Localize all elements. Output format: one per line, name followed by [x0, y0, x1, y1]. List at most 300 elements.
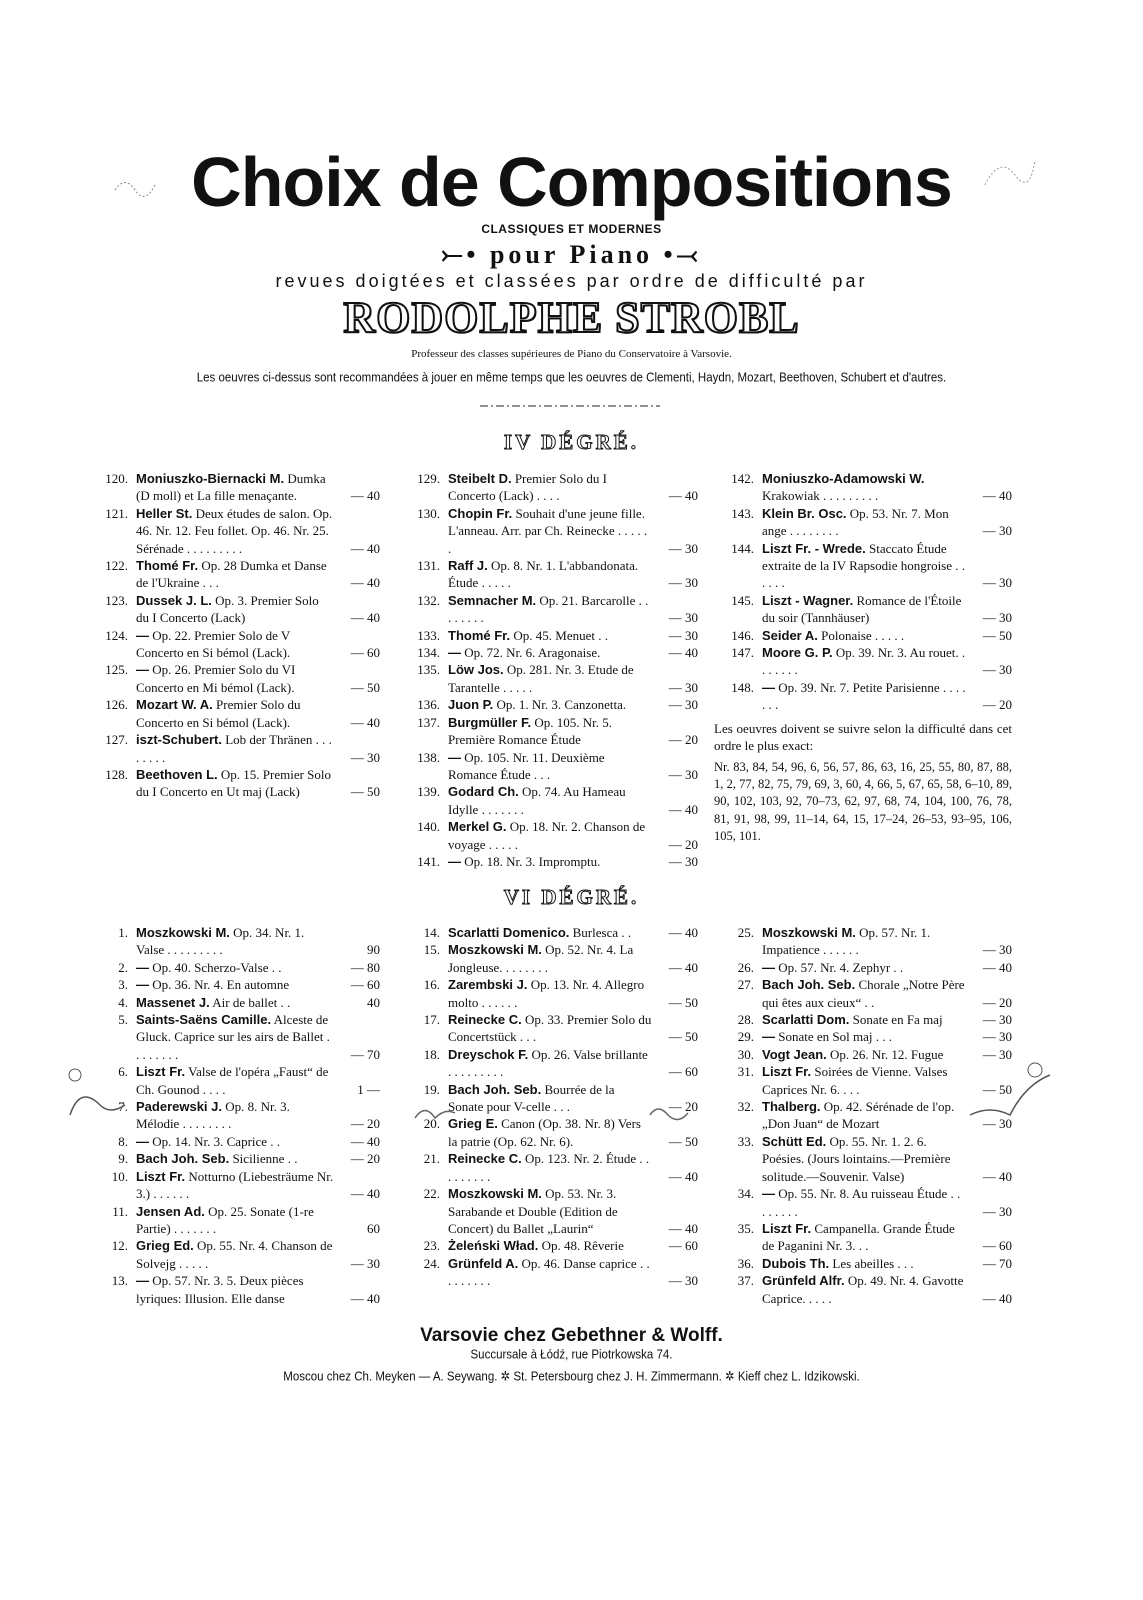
entry-number: 27. — [737, 977, 754, 993]
entry-number: 1. — [118, 925, 128, 940]
composer-name: — — [136, 662, 149, 678]
entry-number: 123. — [105, 592, 128, 608]
work-description: Op. 39. Nr. 3. Au rouet. . . . . . . . — [762, 645, 966, 678]
work-description: Alceste de Gluck. Caprice sur les airs de Ballet . . . . . . . . — [136, 1012, 330, 1062]
work-description: Op. 26. Nr. 12. Fugue — [830, 1046, 944, 1062]
composer-name: Żeleński Wład. — [448, 1238, 539, 1254]
composition-entry — [714, 644, 1012, 679]
work-description: Staccato Étude extraite de la IV Rapsodie hongroise . . . . . . — [762, 540, 966, 591]
entry-number: 35. — [737, 1220, 754, 1236]
entry-number: 25. — [737, 925, 754, 940]
work-description: Op. 55. Nr. 1. 2. 6. Poésies. (Jours lointains.—Première solitude.—Souvenir. Valse) — [762, 1133, 951, 1184]
entry-number: 141. — [417, 853, 440, 869]
price: — 60 — [668, 1064, 698, 1080]
composition-entry — [88, 1150, 380, 1167]
work-description: Op. 18. Nr. 3. Impromptu. — [464, 853, 601, 869]
composer-name: Thomé Fr. — [448, 627, 511, 643]
entry-number: 127. — [105, 732, 128, 748]
composition-entry — [88, 1168, 380, 1203]
right-arrow-ornament-icon: •⤙ — [653, 240, 702, 269]
composer-name: Grünfeld A. — [448, 1255, 519, 1271]
price: — 30 — [668, 540, 698, 556]
composition-entry — [400, 1046, 698, 1081]
work-description: Op. 72. Nr. 6. Aragonaise. — [464, 645, 601, 661]
work-description: Canon (Op. 38. Nr. 8) Vers la patrie (Op. 62. Nr. 6). — [448, 1116, 641, 1149]
work-description: Op. 15. Premier Solo du I Concerto en Ut maj (Lack) — [136, 766, 332, 800]
composition-entry — [88, 1237, 380, 1272]
price: — 30 — [350, 749, 380, 765]
composer-name: — — [448, 853, 461, 869]
entry-number: 135. — [417, 662, 440, 678]
entry-number: 148. — [731, 679, 754, 695]
composition-entry — [714, 592, 1012, 627]
composition-entry — [88, 1203, 380, 1238]
composition-entry — [714, 679, 1012, 714]
work-description: Op. 1. Nr. 3. Canzonetta. — [496, 697, 627, 713]
work-description: Op. 53. Nr. 3. Sarabande et Double (Edition de Concert) du Ballet „Laurin“ — [448, 1186, 618, 1236]
ornament-bottom-right — [960, 1055, 1060, 1125]
price: — 20 — [982, 697, 1012, 713]
composer-name: — — [762, 959, 775, 975]
succursale-line: Succursale à Łódź, rue Piotrkowska 74. — [470, 1348, 673, 1362]
work-description: Premier Solo du I Concerto (Lack) . . . . — [448, 471, 607, 504]
ornament-bottom-mid-2 — [645, 1100, 695, 1125]
work-description: Op. 105. Nr. 5. Première Romance Étude — [448, 714, 612, 748]
composer-name: — — [448, 749, 461, 765]
composer-name: Zarembski J. — [448, 977, 528, 993]
price: — 30 — [668, 766, 698, 782]
composer-name: Reinecke C. — [448, 1012, 522, 1028]
work-description: Burlesca . . — [572, 925, 632, 940]
work-description: Op. 57. Nr. 3. 5. Deux pièces lyriques: Illusion. Elle danse — [136, 1273, 304, 1306]
composition-entry — [400, 941, 698, 976]
price: — 40 — [668, 1220, 698, 1236]
entry-number: 15. — [423, 942, 440, 958]
entry-number: 11. — [112, 1203, 128, 1219]
price: — 40 — [982, 959, 1012, 975]
work-description: Campanella. Grande Étude de Paganini Nr. 3. . . — [762, 1220, 955, 1254]
price: — 40 — [350, 540, 380, 556]
entry-number: 31. — [737, 1064, 754, 1080]
composition-entry — [88, 1098, 380, 1133]
composer-name: iszt-Schubert. — [136, 732, 222, 748]
price: — 40 — [350, 610, 380, 626]
composer-name: — — [762, 679, 775, 695]
price: — 40 — [668, 925, 698, 940]
work-description: Op. 26. Valse brillante . . . . . . . . . — [448, 1046, 648, 1080]
work-description: Op. 33. Premier Solo du Concertstück . . . — [448, 1012, 652, 1045]
work-description: Op. 8. Nr. 1. L'abbandonata. Étude . . . . . — [448, 558, 639, 591]
price: — 40 — [350, 1290, 380, 1306]
price: — 70 — [982, 1255, 1012, 1271]
price: — 50 — [668, 1133, 698, 1149]
entry-number: 29. — [737, 1029, 754, 1045]
price: — 30 — [982, 942, 1012, 958]
degree-4-column-3 — [714, 470, 1012, 846]
subtitle: CLASSIQUES ET MODERNES — [481, 222, 662, 236]
entry-number: 9. — [118, 1151, 128, 1167]
entry-number: 10. — [111, 1168, 128, 1184]
entry-number: 23. — [423, 1238, 440, 1254]
entry-number: 131. — [417, 558, 440, 574]
composition-entry — [400, 976, 698, 1011]
price: — 30 — [668, 853, 698, 869]
price: — 50 — [982, 1081, 1012, 1097]
work-description: Op. 22. Premier Solo de V Concerto en Si bémol (Lack). — [136, 627, 291, 661]
composition-entry — [400, 505, 698, 557]
composer-name: Steibelt D. — [448, 471, 512, 486]
composition-entry — [88, 696, 380, 731]
entry-number: 120. — [105, 471, 128, 486]
composition-entry — [714, 1011, 1012, 1028]
work-description: Souhait d'une jeune fille. L'anneau. Arr. par Ch. Reinecke . . . . . . — [448, 505, 648, 556]
degree-6-heading: VI DÉGRÉ. — [503, 885, 640, 909]
price: — 40 — [668, 959, 698, 975]
work-description: Sonate en Sol maj . . . — [778, 1029, 892, 1045]
work-description: Op. 8. Nr. 3. Mélodie . . . . . . . . — [136, 1099, 290, 1132]
composition-entry — [88, 1063, 380, 1098]
price: — 50 — [982, 627, 1012, 643]
price: — 30 — [668, 610, 698, 626]
composer-name: Juon P. — [448, 697, 494, 713]
composer-name: Scarlatti Domenico. — [448, 925, 570, 940]
composition-entry — [400, 924, 698, 941]
order-numbers: Nr. 83, 84, 54, 96, 6, 56, 57, 86, 63, 16, 25, 55, 80, 87, 88, 1, 2, 77, 82, 75, 79, 69, 3, 60, 4, 66, 5, 67, 65, 58, 6–10, 89, 90, 102, 103, 92, 70–73, 62, 97, 68, 74, 104, 100, 76, 78, 81, 91, 98, 99, 11–14, 64, 15, 17–24, 26–53, 93–95, 106, 105, 101. — [714, 759, 1012, 844]
composer-name: Moore G. P. — [762, 645, 833, 661]
entry-number: 138. — [417, 749, 440, 765]
price: — 50 — [668, 1029, 698, 1045]
work-description: Deux études de salon. Op. 46. Nr. 12. Feu follet. Op. 46. Nr. 25. Sérénade . . . . . . . . . — [136, 505, 333, 556]
price: — 20 — [668, 836, 698, 852]
composer-name: Burgmüller F. — [448, 714, 532, 730]
entry-number: 16. — [423, 977, 440, 993]
entry-number: 147. — [731, 645, 754, 661]
composition-entry — [88, 470, 380, 505]
price: — 30 — [982, 575, 1012, 591]
work-description: Op. 28 Dumka et Danse de l'Ukraine . . . — [136, 558, 327, 591]
professeur-line: Professeur des classes supérieures de Piano du Conservatoire à Varsovie. — [411, 348, 732, 360]
composition-entry — [714, 470, 1012, 505]
composition-entry — [88, 592, 380, 627]
work-description: Op. 14. Nr. 3. Caprice . . — [152, 1133, 281, 1149]
price: — 20 — [668, 1099, 698, 1115]
composer-name: Grieg Ed. — [136, 1238, 194, 1254]
composition-entry — [400, 1237, 698, 1254]
work-description: Op. 48. Rêverie — [541, 1238, 624, 1254]
work-description: Les abeilles . . . — [832, 1255, 914, 1271]
composition-entry — [400, 592, 698, 627]
entry-number: 121. — [105, 505, 128, 521]
work-description: Op. 57. Nr. 1. Impatience . . . . . . — [762, 925, 931, 958]
price: — 60 — [668, 1238, 698, 1254]
composer-name: Thomé Fr. — [136, 558, 199, 574]
price: — 50 — [668, 994, 698, 1010]
price: — 30 — [982, 1012, 1012, 1028]
work-description: Op. 36. Nr. 4. En automne — [152, 977, 290, 993]
price: — 60 — [982, 1238, 1012, 1254]
work-description: Sicilienne . . — [232, 1151, 298, 1167]
entry-number: 4. — [118, 994, 128, 1010]
composition-entry — [400, 470, 698, 505]
price: — 40 — [668, 488, 698, 504]
price: — 40 — [668, 801, 698, 817]
composer-name: — — [448, 645, 461, 661]
composer-name: Liszt Fr. — [762, 1220, 812, 1236]
price: — 40 — [668, 1168, 698, 1184]
entry-number: 37. — [737, 1273, 754, 1289]
entry-number: 145. — [731, 592, 754, 608]
work-description: Op. 281. Nr. 3. Etude de Tarantelle . . . . . — [448, 662, 634, 695]
entry-number: 130. — [417, 505, 440, 521]
composition-entry — [400, 1185, 698, 1237]
composer-name: Liszt - Wagner. — [762, 592, 854, 608]
composer-name: — — [762, 1186, 775, 1202]
composer-name: — — [136, 627, 149, 643]
composition-entry — [714, 1272, 1012, 1307]
work-description: Valse de l'opéra „Faust“ de Ch. Gounod . . . . — [136, 1064, 329, 1097]
work-description: Soirées de Vienne. Valses Caprices Nr. 6. . . . — [762, 1064, 948, 1097]
entry-number: 3. — [118, 977, 128, 993]
price: — 30 — [982, 1029, 1012, 1045]
composer-name: Grünfeld Alfr. — [762, 1273, 845, 1289]
work-description: Op. 39. Nr. 7. Petite Parisienne . . . . . . . — [762, 679, 966, 713]
composition-entry — [714, 1220, 1012, 1255]
composition-entry — [400, 818, 698, 853]
work-description: Op. 40. Scherzo-Valse . . — [152, 959, 282, 975]
work-description: Op. 55. Nr. 8. Au ruisseau Étude . . . . . . . . — [762, 1186, 961, 1219]
composition-entry — [88, 1133, 380, 1150]
composer-name: Bach Joh. Seb. — [448, 1081, 542, 1097]
price: — 30 — [982, 1116, 1012, 1132]
work-description: Op. 52. Nr. 4. La Jongleuse. . . . . . . . — [448, 942, 634, 975]
entry-number: 7. — [118, 1099, 128, 1115]
composition-entry — [714, 1133, 1012, 1185]
price: — 30 — [668, 679, 698, 695]
entry-number: 146. — [731, 627, 754, 643]
work-description: Premier Solo du Concerto en Si bémol (Lack). — [136, 697, 301, 730]
entry-number: 17. — [423, 1012, 440, 1028]
composer-name: — — [136, 1133, 149, 1149]
composition-entry — [714, 540, 1012, 592]
composer-name: Jensen Ad. — [136, 1203, 205, 1219]
work-description: Dumka (D moll) et La fille menaçante. — [136, 471, 326, 504]
price: — 20 — [350, 1151, 380, 1167]
entry-number: 8. — [118, 1133, 128, 1149]
work-description: Op. 49. Nr. 4. Gavotte Caprice. . . . . — [762, 1273, 964, 1306]
composer-name: Bach Joh. Seb. — [762, 977, 856, 993]
entry-number: 22. — [423, 1186, 440, 1202]
composer-name: Thalberg. — [762, 1099, 821, 1115]
composition-entry — [714, 1255, 1012, 1272]
price: — 80 — [350, 959, 380, 975]
work-description: Op. 55. Nr. 4. Chanson de Solvejg . . . . . — [136, 1238, 333, 1271]
entry-number: 24. — [423, 1255, 440, 1271]
entry-number: 143. — [731, 505, 754, 521]
composer-name: Liszt Fr. — [136, 1168, 186, 1184]
composer-name: Moniuszko-Adamowski W. — [762, 471, 925, 486]
work-description: Sonate en Fa maj — [852, 1012, 943, 1028]
pour-piano-text: pour Piano — [489, 240, 654, 269]
price: — 50 — [350, 679, 380, 695]
composer-name: — — [136, 977, 149, 993]
composer-name: Schütt Ed. — [762, 1133, 827, 1149]
composition-entry — [714, 627, 1012, 644]
price: — 30 — [982, 610, 1012, 626]
composer-name: Dreyschok F. — [448, 1046, 529, 1062]
composition-entry — [88, 1011, 380, 1063]
ornament-bottom-left — [60, 1055, 130, 1125]
price: — 40 — [982, 1290, 1012, 1306]
price: — 60 — [350, 977, 380, 993]
composer-name: Moniuszko-Biernacki M. — [136, 471, 285, 486]
price: — 30 — [350, 1255, 380, 1271]
work-description: Notturno (Liebesträume Nr. 3.) . . . . . . — [136, 1168, 334, 1202]
composition-entry — [400, 1011, 698, 1046]
composer-name: Scarlatti Dom. — [762, 1012, 850, 1028]
entry-number: 30. — [737, 1046, 754, 1062]
composer-name: — — [762, 1029, 775, 1045]
work-description: Op. 25. Sonate (1-re Partie) . . . . . . . — [136, 1203, 314, 1236]
work-description: Op. 46. Danse caprice . . . . . . . . . — [448, 1255, 650, 1289]
price: — 20 — [668, 732, 698, 748]
entry-number: 122. — [105, 558, 128, 574]
composition-entry — [400, 696, 698, 713]
composer-name: Moszkowski M. — [762, 925, 856, 940]
composition-entry — [400, 749, 698, 784]
entry-number: 2. — [118, 959, 128, 975]
composer-name: Reinecke C. — [448, 1151, 522, 1167]
entry-number: 21. — [423, 1151, 440, 1167]
entry-number: 33. — [737, 1133, 754, 1149]
composer-name: Liszt Fr. — [136, 1064, 186, 1080]
composition-entry — [88, 627, 380, 662]
composer-name: Grieg E. — [448, 1116, 498, 1132]
pour-piano-line — [0, 240, 1143, 271]
price: — 30 — [668, 627, 698, 643]
degree-4-column-2 — [400, 470, 698, 870]
price: — 50 — [350, 784, 380, 800]
composer-name: Beethoven L. — [136, 766, 218, 782]
price: 90 — [367, 942, 380, 958]
divider-ornament — [480, 403, 660, 409]
composer-name: Bach Joh. Seb. — [136, 1151, 230, 1167]
composition-entry — [400, 853, 698, 870]
price: 40 — [367, 994, 380, 1010]
degree-6-column-1 — [88, 924, 380, 1307]
composition-entry — [400, 783, 698, 818]
work-description: Op. 18. Nr. 2. Chanson de voyage . . . . . — [448, 819, 646, 852]
composition-entry — [88, 959, 380, 976]
price: — 30 — [668, 1273, 698, 1289]
composer-name: Vogt Jean. — [762, 1046, 827, 1062]
composition-entry — [88, 505, 380, 557]
entry-number: 136. — [417, 697, 440, 713]
composition-entry — [88, 994, 380, 1011]
composer-name: Heller St. — [136, 505, 193, 521]
entry-number: 132. — [417, 592, 440, 608]
price: 1 — — [357, 1081, 380, 1097]
entry-number: 128. — [105, 766, 128, 782]
entry-number: 28. — [737, 1012, 754, 1028]
composer-name: Moszkowski M. — [136, 925, 230, 940]
order-note: Les oeuvres doivent se suivre selon la difficulté dans cet ordre le plus exact: — [714, 720, 1012, 754]
composition-entry — [400, 1255, 698, 1290]
price: 60 — [367, 1220, 380, 1236]
composition-entry — [400, 557, 698, 592]
composition-entry — [714, 924, 1012, 959]
composition-entry — [88, 766, 380, 801]
entry-number: 12. — [111, 1238, 128, 1254]
entry-number: 20. — [423, 1116, 440, 1132]
revues-line: revues doigtées et classées par ordre de difficulté par — [275, 271, 868, 291]
composer-name: Moszkowski M. — [448, 1186, 542, 1202]
degree-4-column-1 — [88, 470, 380, 801]
composition-entry — [400, 661, 698, 696]
price: — 30 — [982, 1203, 1012, 1219]
composition-entry — [88, 924, 380, 959]
composition-entry — [400, 627, 698, 644]
entry-number: 13. — [111, 1273, 128, 1289]
entry-number: 19. — [423, 1081, 440, 1097]
work-description: Op. 45. Menuet . . — [513, 627, 608, 643]
work-description: Op. 34. Nr. 1. Valse . . . . . . . . . — [136, 925, 305, 958]
price: — 40 — [982, 488, 1012, 504]
composer-name: Liszt Fr. — [762, 1064, 812, 1080]
price: — 20 — [350, 1116, 380, 1132]
composer-name: — — [136, 959, 149, 975]
page-title: Choix de Compositions — [191, 143, 952, 221]
price: — 30 — [982, 1046, 1012, 1062]
composition-entry — [714, 1028, 1012, 1045]
recommendation-line: Les oeuvres ci-dessus sont recommandées à jouer en même temps que les oeuvres de Clementi, Haydn, Mozart, Beethoven, Schubert et d'autres. — [196, 371, 947, 385]
agents-line: Moscou chez Ch. Meyken — A. Seywang. ✲ St. Petersbourg chez J. H. Zimmermann. ✲ Kieff chez L. Idzikowski. — [283, 1370, 860, 1385]
composer-name: Semnacher M. — [448, 592, 537, 608]
composer-name: Klein Br. Osc. — [762, 505, 847, 521]
entry-number: 129. — [417, 471, 440, 486]
entry-number: 144. — [731, 540, 754, 556]
composer-name: Liszt Fr. - Wrede. — [762, 540, 866, 556]
composer-name: — — [136, 1273, 149, 1289]
work-description: Op. 26. Premier Solo du VI Concerto en Mi bémol (Lack). — [136, 662, 296, 695]
price: — 20 — [982, 994, 1012, 1010]
work-description: Air de ballet . . — [212, 994, 291, 1010]
composition-entry — [88, 731, 380, 766]
composer-name: Dubois Th. — [762, 1255, 830, 1271]
composition-entry — [714, 505, 1012, 540]
entry-number: 5. — [118, 1012, 128, 1028]
work-description: Op. 42. Sérénade de l'op. „Don Juan“ de Mozart — [762, 1099, 955, 1132]
work-description: Op. 105. Nr. 11. Deuxième Romance Étude . . . — [448, 749, 605, 782]
composition-entry — [714, 959, 1012, 976]
price: — 60 — [350, 645, 380, 661]
entry-number: 124. — [105, 627, 128, 643]
entry-number: 142. — [731, 471, 754, 486]
composer-name: Massenet J. — [136, 994, 210, 1010]
composer-name: Seider A. — [762, 627, 818, 643]
work-description: Op. 21. Barcarolle . . . . . . . . — [448, 592, 649, 626]
entry-number: 14. — [423, 925, 440, 940]
publisher-line: Varsovie chez Gebethner & Wolff. — [420, 1325, 723, 1346]
entry-number: 125. — [105, 662, 128, 678]
entry-number: 32. — [737, 1099, 754, 1115]
entry-number: 6. — [118, 1064, 128, 1080]
entry-number: 34. — [737, 1186, 754, 1202]
entry-number: 133. — [417, 627, 440, 643]
composer-name: Löw Jos. — [448, 662, 504, 678]
work-description: Krakowiak . . . . . . . . . — [762, 488, 879, 504]
composition-entry — [88, 661, 380, 696]
composition-entry — [400, 1150, 698, 1185]
